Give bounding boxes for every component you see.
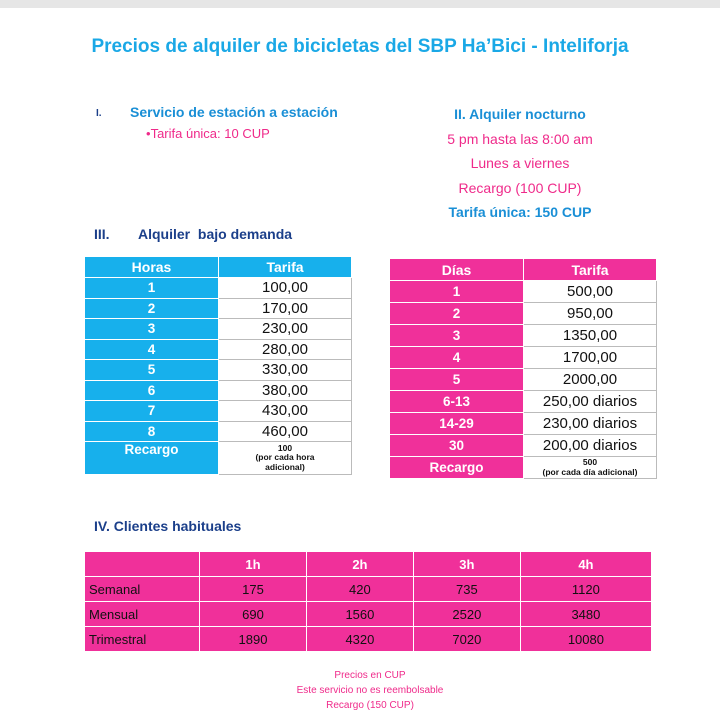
value-cell: 1890 <box>200 627 307 652</box>
table-row <box>85 602 652 627</box>
value-cell: 950,00 <box>524 303 657 325</box>
section2-fare: Tarifa única: 150 CUP <box>448 204 592 220</box>
value-cell: 230,00 <box>219 319 352 340</box>
table-row <box>85 627 652 652</box>
row-label-cell: 1 <box>85 278 219 299</box>
value-cell: 200,00 diarios <box>524 435 657 457</box>
section2-block <box>420 102 620 225</box>
value-cell: 1560 <box>306 602 413 627</box>
value-cell: 10080 <box>520 627 651 652</box>
section2-line: Lunes a viernes <box>470 155 570 171</box>
row-label-cell: 2 <box>390 303 524 325</box>
table-row <box>390 413 657 435</box>
surcharge-cell <box>524 457 657 479</box>
row-label-cell: Trimestral <box>85 627 200 652</box>
value-cell: 330,00 <box>219 360 352 381</box>
row-label-cell: Semanal <box>85 577 200 602</box>
table-row <box>390 347 657 369</box>
table-row <box>85 339 352 360</box>
value-cell: 500,00 <box>524 281 657 303</box>
table-row <box>85 278 352 299</box>
row-label-cell: 6 <box>85 380 219 401</box>
section3-number: III. <box>94 226 110 242</box>
table-row <box>390 435 657 457</box>
column-header: Días <box>390 259 524 281</box>
table-row <box>85 380 352 401</box>
surcharge-value: 500 <box>582 457 598 467</box>
table-row <box>390 281 657 303</box>
section1-item <box>146 126 270 141</box>
top-bar <box>0 0 720 8</box>
row-label-cell: 14-29 <box>390 413 524 435</box>
table-header-row <box>85 552 652 577</box>
value-cell: 460,00 <box>219 421 352 442</box>
row-label-cell: 7 <box>85 401 219 422</box>
section3-title: Alquiler bajo demanda <box>138 226 293 242</box>
table-row <box>85 577 652 602</box>
table-row <box>85 442 352 475</box>
value-cell: 230,00 diarios <box>524 413 657 435</box>
page-title: Precios de alquiler de bicicletas del SBP Ha’Bici - Inteliforja <box>91 36 629 57</box>
table-row <box>85 401 352 422</box>
value-cell: 280,00 <box>219 339 352 360</box>
row-label-cell: Mensual <box>85 602 200 627</box>
row-label-cell: 5 <box>85 360 219 381</box>
table-row <box>390 325 657 347</box>
section1-item-text: Tarifa única: 10 CUP <box>150 126 270 141</box>
surcharge-cell <box>219 442 352 475</box>
value-cell: 1350,00 <box>524 325 657 347</box>
value-cell: 4320 <box>306 627 413 652</box>
hours-table <box>84 256 352 475</box>
value-cell: 100,00 <box>219 278 352 299</box>
section2-title: II. Alquiler nocturno <box>454 106 586 122</box>
surcharge-note: (por cada día adicional) <box>542 466 638 477</box>
table-row <box>85 421 352 442</box>
value-cell: 170,00 <box>219 298 352 319</box>
table-row <box>390 369 657 391</box>
surcharge-label: Recargo <box>85 442 219 475</box>
row-label-cell: 1 <box>390 281 524 303</box>
row-label-cell: 2 <box>85 298 219 319</box>
column-header <box>85 552 200 577</box>
days-table <box>389 258 657 479</box>
section3-heading <box>94 226 292 242</box>
surcharge-value: 100 <box>277 442 293 453</box>
section1-title: Servicio de estación a estación <box>130 104 338 120</box>
surcharge-note: (por cada hora adicional) <box>255 452 315 472</box>
surcharge-label: Recargo <box>390 457 524 479</box>
column-header: Tarifa <box>219 257 352 278</box>
value-cell: 2000,00 <box>524 369 657 391</box>
row-label-cell: 30 <box>390 435 524 457</box>
row-label-cell: 4 <box>390 347 524 369</box>
footer-notes <box>0 668 720 713</box>
value-cell: 175 <box>200 577 307 602</box>
row-label-cell: 4 <box>85 339 219 360</box>
section2-line: 5 pm hasta las 8:00 am <box>447 130 593 147</box>
clients-table <box>84 551 652 652</box>
table-header-row <box>390 259 657 281</box>
row-label-cell: 6-13 <box>390 391 524 413</box>
table-row <box>85 298 352 319</box>
value-cell: 250,00 diarios <box>524 391 657 413</box>
note-line: Precios en CUP <box>334 670 406 681</box>
value-cell: 380,00 <box>219 380 352 401</box>
section2-line: Recargo (100 CUP) <box>458 179 582 196</box>
column-header: 2h <box>306 552 413 577</box>
value-cell: 735 <box>413 577 520 602</box>
table-row <box>85 360 352 381</box>
table-row <box>390 303 657 325</box>
table-row <box>85 319 352 340</box>
column-header: 4h <box>520 552 651 577</box>
value-cell: 1120 <box>520 577 651 602</box>
value-cell: 7020 <box>413 627 520 652</box>
value-cell: 1700,00 <box>524 347 657 369</box>
table-row <box>390 391 657 413</box>
note-line: Recargo (150 CUP) <box>326 700 414 711</box>
table-header-row <box>85 257 352 278</box>
value-cell: 690 <box>200 602 307 627</box>
note-line: Este servicio no es reembolsable <box>296 685 444 696</box>
column-header: 3h <box>413 552 520 577</box>
value-cell: 3480 <box>520 602 651 627</box>
value-cell: 420 <box>306 577 413 602</box>
bullet-icon: • <box>146 126 151 141</box>
row-label-cell: 5 <box>390 369 524 391</box>
column-header: 1h <box>200 552 307 577</box>
row-label-cell: 3 <box>85 319 219 340</box>
table-row <box>390 457 657 479</box>
column-header: Horas <box>85 257 219 278</box>
value-cell: 2520 <box>413 602 520 627</box>
section1-number: I. <box>96 108 102 119</box>
column-header: Tarifa <box>524 259 657 281</box>
row-label-cell: 3 <box>390 325 524 347</box>
row-label-cell: 8 <box>85 421 219 442</box>
value-cell: 430,00 <box>219 401 352 422</box>
section4-title: IV. Clientes habituales <box>94 518 242 534</box>
